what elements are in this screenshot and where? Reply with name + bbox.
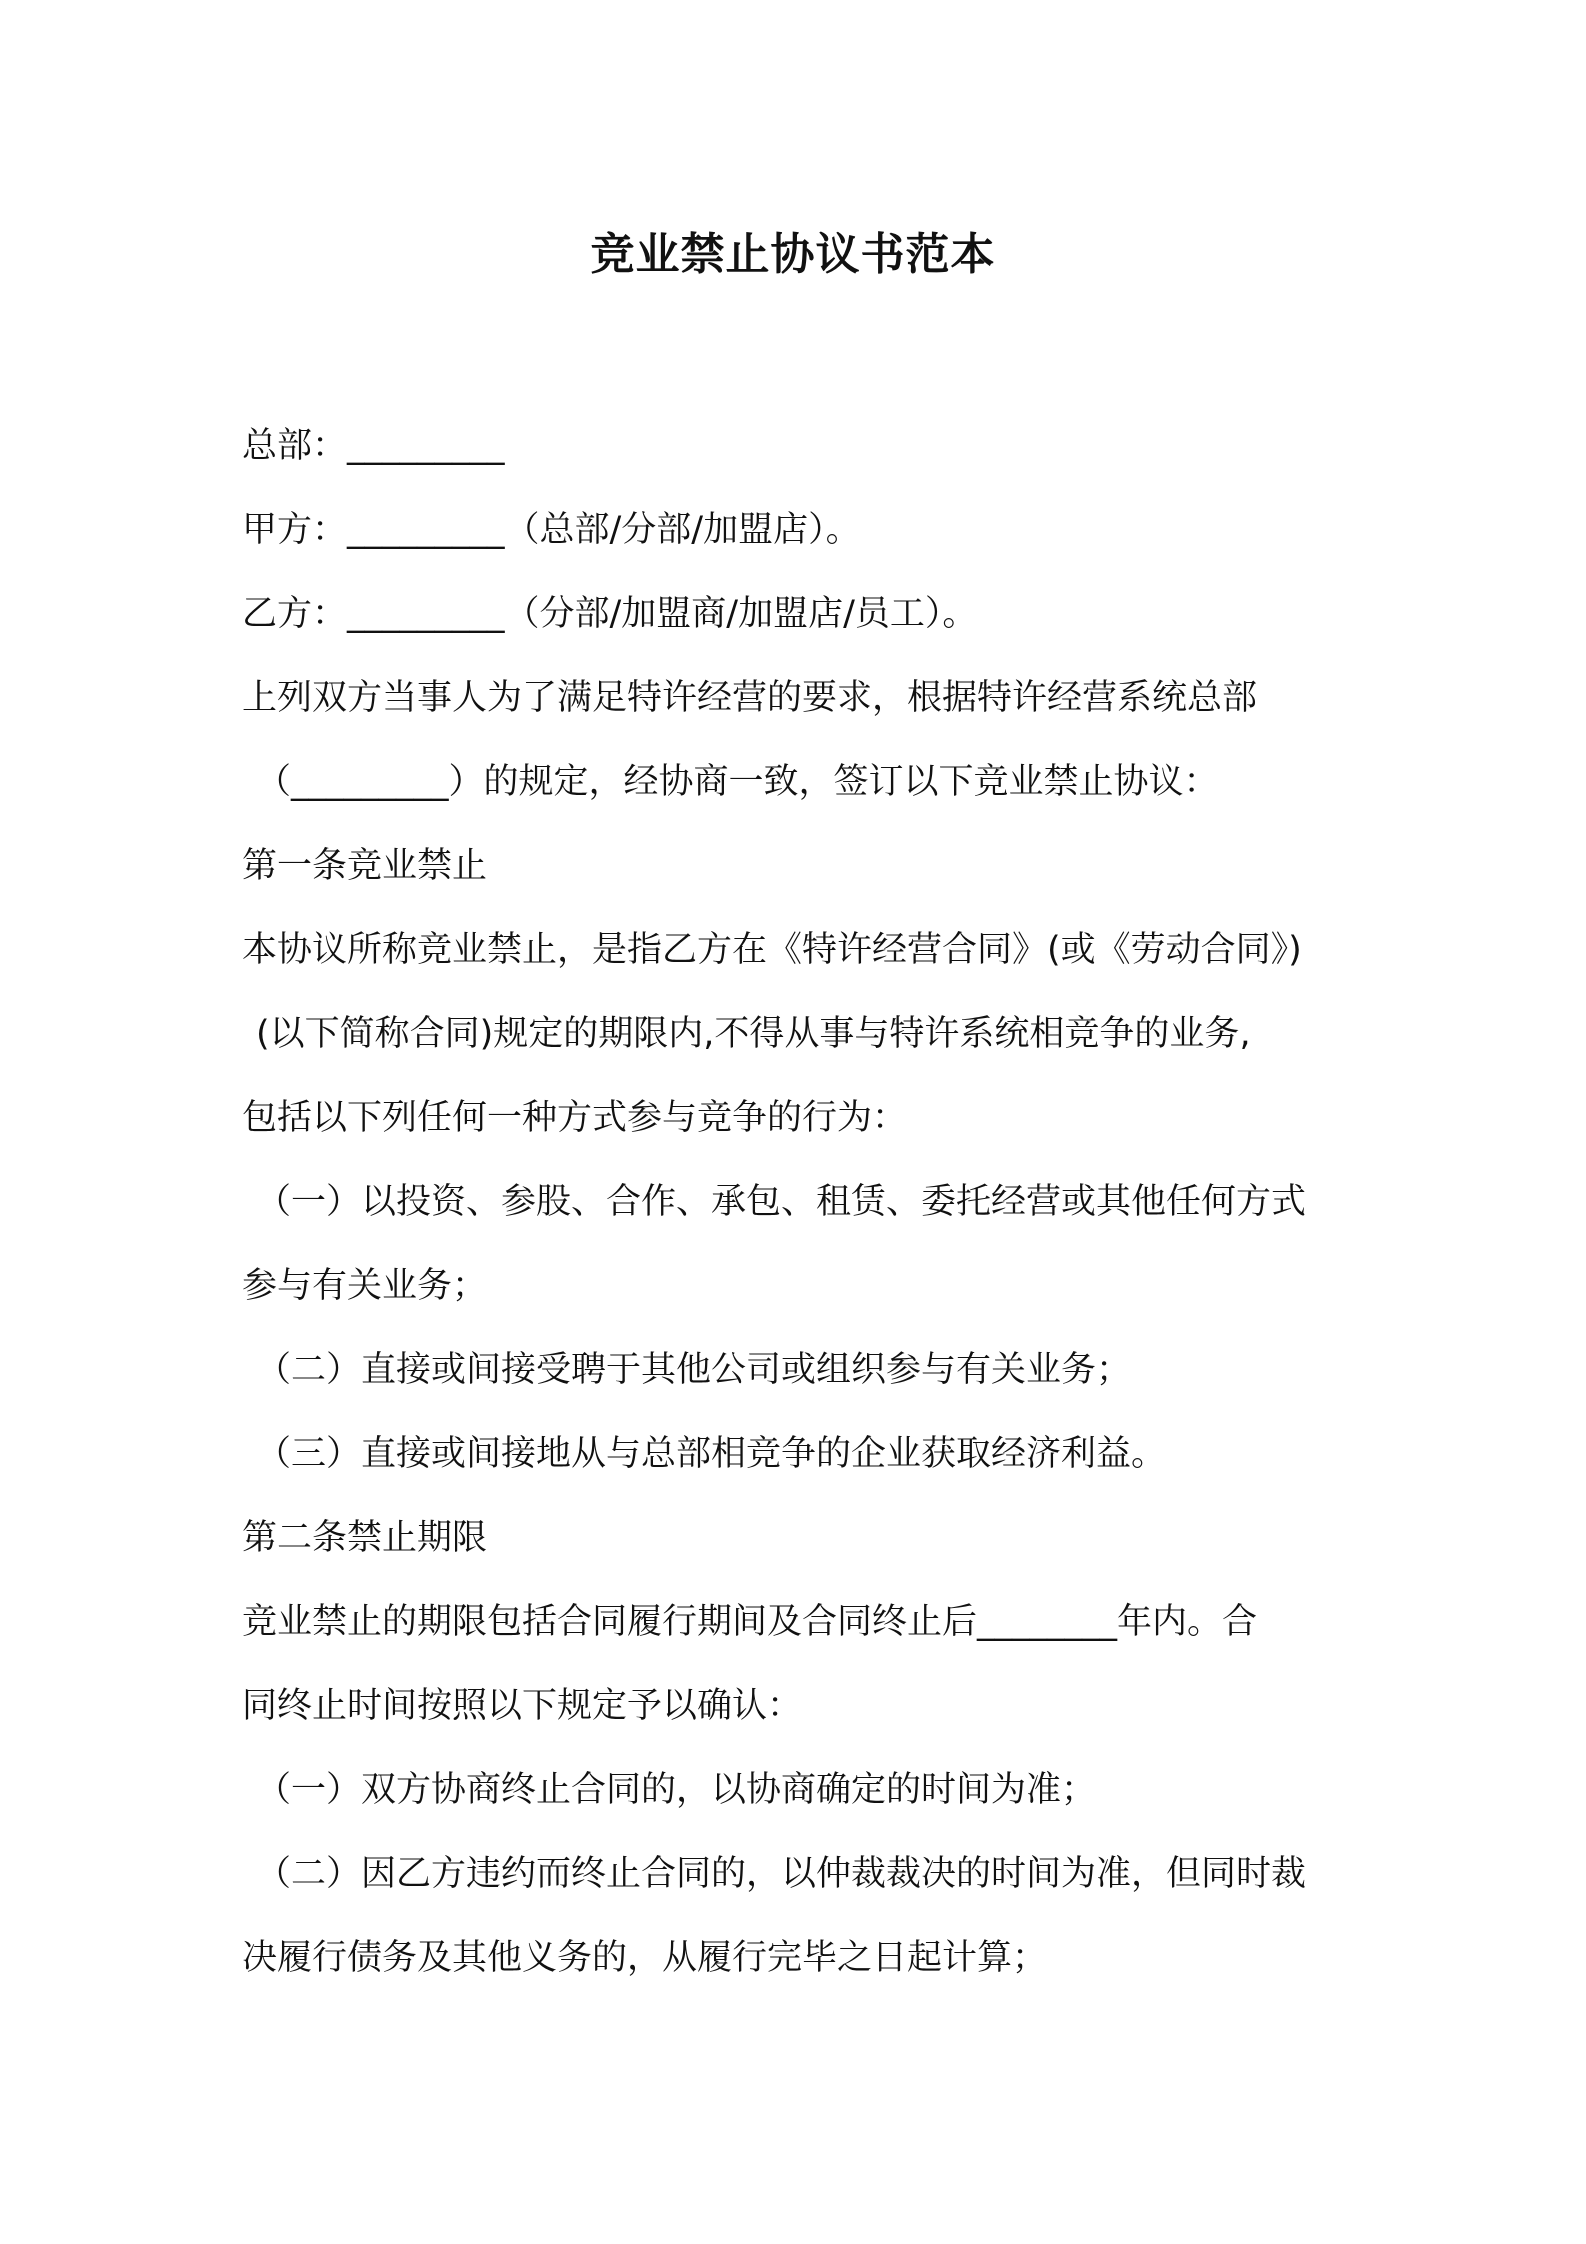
article-1-text-3: 包括以下列任何一种方式参与竞争的行为： <box>242 1098 908 1138</box>
article-1-item-3: （三）直接或间接地从与总部相竞争的企业获取经济利益。 <box>256 1434 1167 1474</box>
article-2-text-2: 同终止时间按照以下规定予以确认： <box>242 1686 803 1726</box>
article-2-item-2-cont: 决履行债务及其他义务的，从履行完毕之日起计算； <box>242 1938 1048 1978</box>
line-preamble-2: （_________）的规定，经协商一致，签订以下竞业禁止协议： <box>256 762 1219 802</box>
article-1-heading: 第一条竞业禁止 <box>242 846 488 886</box>
document-title: 竞业禁止协议书范本 <box>590 229 996 280</box>
article-2-item-2: （二）因乙方违约而终止合同的，以仲裁裁决的时间为准，但同时裁 <box>256 1854 1307 1894</box>
line-party-b: 乙方：_________（分部/加盟商/加盟店/员工）。 <box>242 594 978 634</box>
article-2-text-1: 竞业禁止的期限包括合同履行期间及合同终止后________年内。合 <box>242 1602 1258 1642</box>
article-2-item-1: （一）双方协商终止合同的，以协商确定的时间为准； <box>256 1770 1097 1810</box>
line-headquarters: 总部：_________ <box>242 426 505 466</box>
document-body <box>242 404 1362 2000</box>
article-1-text-1: 本协议所称竞业禁止，是指乙方在《特许经营合同》(或《劳动合同》) <box>242 930 1302 970</box>
article-1-item-1-cont: 参与有关业务； <box>242 1266 488 1306</box>
article-1-item-1: （一）以投资、参股、合作、承包、租赁、委托经营或其他任何方式 <box>256 1182 1307 1222</box>
line-preamble-1: 上列双方当事人为了满足特许经营的要求，根据特许经营系统总部 <box>242 678 1258 718</box>
article-1-item-2: （二）直接或间接受聘于其他公司或组织参与有关业务； <box>256 1350 1132 1390</box>
article-1-text-2: (以下简称合同)规定的期限内,不得从事与特许系统相竞争的业务, <box>256 1014 1251 1054</box>
line-party-a: 甲方：_________（总部/分部/加盟店）。 <box>242 510 861 550</box>
article-2-heading: 第二条禁止期限 <box>242 1518 488 1558</box>
